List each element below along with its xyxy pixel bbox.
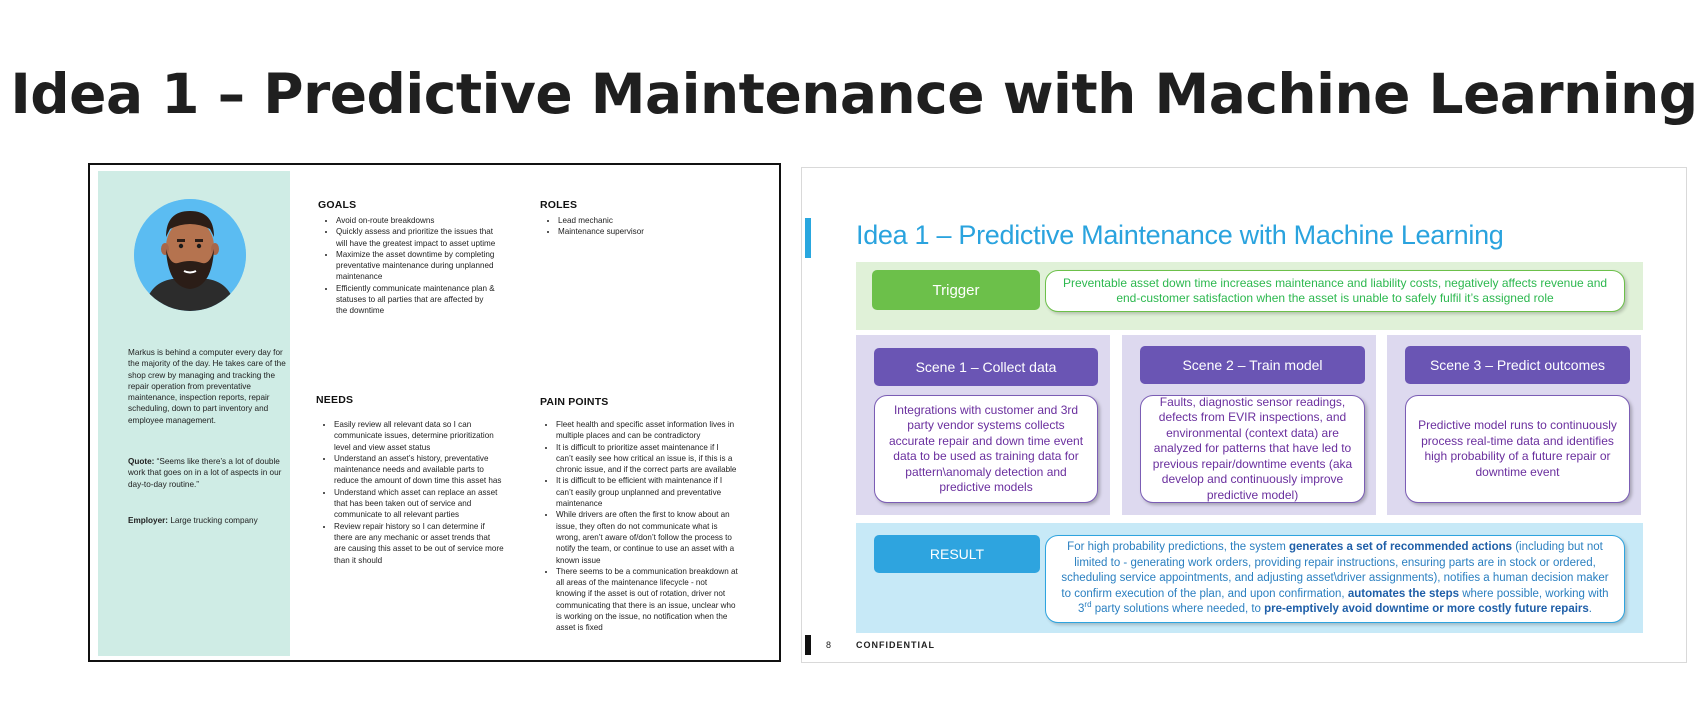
needs-heading: NEEDS <box>316 394 354 406</box>
goal-item: • Avoid on-route breakdowns <box>336 215 496 226</box>
goals-list <box>318 215 496 317</box>
persona-card <box>88 163 781 662</box>
result-superscript: rd <box>1084 600 1092 610</box>
page-title: Idea 1 – Predictive Maintenance with Machine Learning <box>10 62 1698 126</box>
employer-label: Employer: <box>128 516 169 525</box>
trigger-button: Trigger <box>872 270 1040 310</box>
need-item: • Review repair history so I can determine if there are any mechanic or asset trends that are causing this asset to be out of service more than it should <box>334 521 504 566</box>
quote-label: Quote: <box>128 457 155 466</box>
slide-title: Idea 1 – Predictive Maintenance with Machine Learning <box>856 220 1504 250</box>
result-part: party solutions where needed, to <box>1091 603 1265 616</box>
avatar <box>134 199 246 311</box>
result-emphasis: automates the steps <box>1347 587 1460 600</box>
quote-text: “Seems like there’s a lot of double work that goes on in a lot of aspects in our day-to-day routine.” <box>128 457 282 489</box>
need-item: • Understand an asset’s history, preventative maintenance needs and available parts to reduce the amount of down time this asset has <box>334 453 504 487</box>
role-item: • Maintenance supervisor <box>558 226 728 237</box>
footer-bar <box>805 635 811 655</box>
pain-point-item: • There seems to be a communication breakdown at all areas of the maintenance lifecycle - not knowing if the asset is out of rotation, driver not communicating that there is an issue, unclear who is working on the issue, no notification when the asset is fixed <box>556 566 738 634</box>
scene-3-text: Predictive model runs to continuously process real-time data and identifies high probability of a future repair or downtime event <box>1405 395 1630 503</box>
result-text <box>1045 535 1625 623</box>
result-part: For high probability predictions, the system <box>1067 541 1289 554</box>
goal-item: • Maximize the asset downtime by completing preventative maintenance during unplanned maintenance <box>336 249 496 283</box>
result-emphasis: generates a set of recommended actions <box>1288 541 1513 554</box>
result-part: . <box>1588 603 1592 616</box>
employer-text: Large trucking company <box>170 516 258 525</box>
roles-heading: ROLES <box>540 199 578 211</box>
trigger-text: Preventable asset down time increases maintenance and liability costs, negatively affects revenue and end-customer satisfaction when the asset is unable to safely fulfil it’s assigned role <box>1045 270 1625 312</box>
need-item: • Easily review all relevant data so I can communicate issues, determine prioritization level and view asset status <box>334 419 504 453</box>
pain-points-heading: PAIN POINTS <box>540 396 609 408</box>
scene-1-text: Integrations with customer and 3rd party vendor systems collects accurate repair and down time event data to be used as training data for pattern\anomaly detection and predictive models <box>874 395 1098 503</box>
pain-point-item: • Fleet health and specific asset information lives in multiple places and can be contradictory <box>556 419 738 442</box>
persona-employer <box>128 515 288 526</box>
result-part: where possible, working with 3 <box>1078 587 1609 616</box>
goal-item: • Efficiently communicate maintenance plan & statuses to all parties that are affected by the downtime <box>336 283 496 317</box>
scene-2-text: Faults, diagnostic sensor readings, defects from EVIR inspections, and environmental (context data) are analyzed for patterns that have led to previous repair/downtime events (aka develop and continuously improve predictive model) <box>1140 395 1365 503</box>
storyboard-slide <box>801 167 1687 663</box>
bearded-man-avatar-icon <box>134 199 246 311</box>
pain-point-item: • It is difficult to prioritize asset maintenance if I can’t easily see how critical an issue is, if this is a chronic issue, and if the correct parts are available <box>556 442 738 476</box>
slide-page-number: 8 <box>826 640 832 650</box>
needs-list <box>316 419 504 566</box>
persona-quote <box>128 456 288 490</box>
confidential-label: CONFIDENTIAL <box>856 640 935 650</box>
result-emphasis: pre-emptively avoid downtime or more costly future repairs <box>1264 603 1589 616</box>
scene-1-button: Scene 1 – Collect data <box>874 348 1098 386</box>
goals-heading: GOALS <box>318 199 357 211</box>
result-button: RESULT <box>874 535 1040 573</box>
need-item: • Understand which asset can replace an asset that has been taken out of service and communicate to all relevant parties <box>334 487 504 521</box>
scene-3-button: Scene 3 – Predict outcomes <box>1405 346 1630 384</box>
scene-2-button: Scene 2 – Train model <box>1140 346 1365 384</box>
persona-sidebar <box>98 171 290 656</box>
persona-bio: Markus is behind a computer every day for the majority of the day. He takes care of the shop crew by managing and tracking the repair operation from preventative maintenance, inspection reports, repair scheduling, down to part inventory and employee management. <box>128 348 286 425</box>
pain-points-list <box>538 419 738 634</box>
result-part: (including but not limited to - generating work orders, providing repair instructions, ensuring parts are in stock or ordered, scheduling service appointments, and adjusting asset\driver assignments), notifies a human decision maker to confirm execution of the plan, and upon confirmation, <box>1061 541 1609 600</box>
title-accent-bar <box>805 218 811 258</box>
pain-point-item: • It is difficult to be efficient with maintenance if I can’t easily group unplanned and preventative maintenance <box>556 475 738 509</box>
roles-list <box>540 215 728 238</box>
role-item: • Lead mechanic <box>558 215 728 226</box>
goal-item: • Quickly assess and prioritize the issues that will have the greatest impact to asset uptime <box>336 226 496 249</box>
result-paragraph <box>1056 540 1614 618</box>
pain-point-item: • While drivers are often the first to know about an issue, they often do not communicate what is wrong, aren’t aware of/don’t follow the process to notify the team, or continue to use an asset with a known issue <box>556 509 738 565</box>
